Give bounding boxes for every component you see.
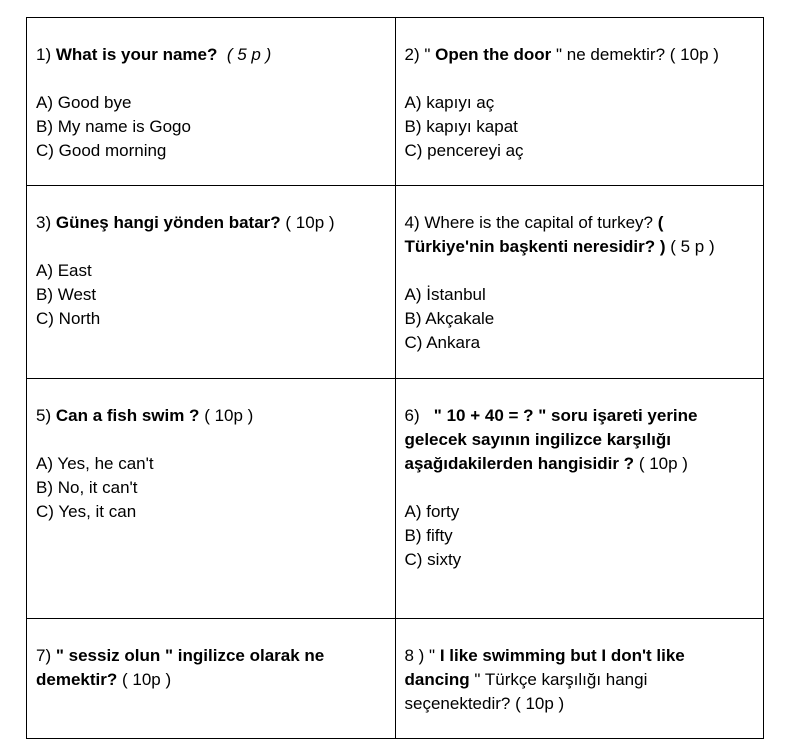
options-list — [405, 283, 755, 355]
option-c: C) North — [36, 309, 101, 328]
question-2-text — [405, 43, 755, 67]
options-list — [405, 91, 755, 163]
option-b: B) fifty — [404, 526, 453, 545]
question-5-cell — [27, 379, 396, 619]
options-list — [36, 452, 386, 524]
question-3-text — [36, 211, 386, 235]
question-suffix: " Türkçe karşılığı hangi seçenektedir? ( 10p ) — [404, 670, 648, 713]
question-points: ( 10p ) — [638, 454, 688, 473]
question-points: ( 5 p ) — [670, 237, 715, 256]
question-row — [27, 186, 764, 379]
option-c: C) sixty — [404, 550, 462, 569]
question-prompt: Can a fish swim ? — [55, 406, 200, 425]
question-6-cell — [395, 379, 764, 619]
question-number: 2) " — [404, 45, 431, 64]
question-5-text — [36, 404, 386, 428]
option-c: C) Yes, it can — [36, 502, 137, 521]
question-points: ( 10p ) — [121, 670, 172, 689]
question-row — [27, 619, 764, 739]
option-c: C) Good morning — [36, 141, 167, 160]
question-prompt: I like swimming but I don't like dancing — [404, 646, 685, 689]
question-points: ( 10p ) — [285, 213, 335, 232]
question-4-cell — [395, 186, 764, 379]
option-a: A) forty — [404, 502, 460, 521]
option-a: A) Good bye — [36, 93, 132, 112]
options-list — [405, 500, 755, 572]
option-c: C) Ankara — [404, 333, 481, 352]
question-number: 1) — [36, 45, 52, 64]
quiz-sheet — [26, 17, 764, 739]
questions-table — [26, 17, 764, 739]
question-1-text — [36, 43, 386, 67]
question-prompt: Open the door — [435, 45, 552, 64]
question-7-cell — [27, 619, 396, 739]
question-2-cell — [395, 18, 764, 186]
question-prompt: " sessiz olun " ingilizce olarak ne demektir? — [36, 646, 325, 689]
option-b: B) West — [36, 285, 97, 304]
question-number: 5) — [36, 406, 52, 425]
options-list — [36, 91, 386, 163]
option-b: B) Akçakale — [404, 309, 495, 328]
question-points: ( 5 p ) — [226, 45, 272, 64]
question-number: 7) — [36, 646, 52, 665]
question-number: 4) Where is the capital of turkey? — [404, 213, 654, 232]
question-prompt: Güneş hangi yönden batar? — [55, 213, 281, 232]
option-a: A) East — [36, 261, 92, 280]
question-6-text — [405, 404, 755, 476]
option-a: A) Yes, he can't — [36, 454, 154, 473]
question-row — [27, 379, 764, 619]
question-number: 3) — [36, 213, 52, 232]
option-c: C) pencereyi aç — [404, 141, 524, 160]
question-suffix: " ne demektir? ( 10p ) — [556, 45, 719, 64]
question-prompt: " 10 + 40 = ? " soru işareti yerine gelecek sayının ingilizce karşılığı aşağıdakilerden hangisidir ? — [404, 406, 698, 473]
question-8-cell — [395, 619, 764, 739]
question-points: ( 10p ) — [204, 406, 254, 425]
option-b: B) My name is Gogo — [36, 117, 191, 136]
question-row — [27, 18, 764, 186]
question-8-text — [405, 644, 755, 716]
option-b: B) kapıyı kapat — [404, 117, 518, 136]
question-1-cell — [27, 18, 396, 186]
option-a: A) İstanbul — [404, 285, 486, 304]
question-number: 8 ) " — [404, 646, 436, 665]
options-list — [36, 259, 386, 331]
question-number: 6) — [404, 406, 420, 425]
question-4-text — [405, 211, 755, 259]
question-prompt: What is your name? — [55, 45, 218, 64]
question-prompt: ( Türkiye'nin başkenti neresidir? ) — [404, 213, 666, 256]
question-3-cell — [27, 186, 396, 379]
option-a: A) kapıyı aç — [404, 93, 495, 112]
option-b: B) No, it can't — [36, 478, 138, 497]
